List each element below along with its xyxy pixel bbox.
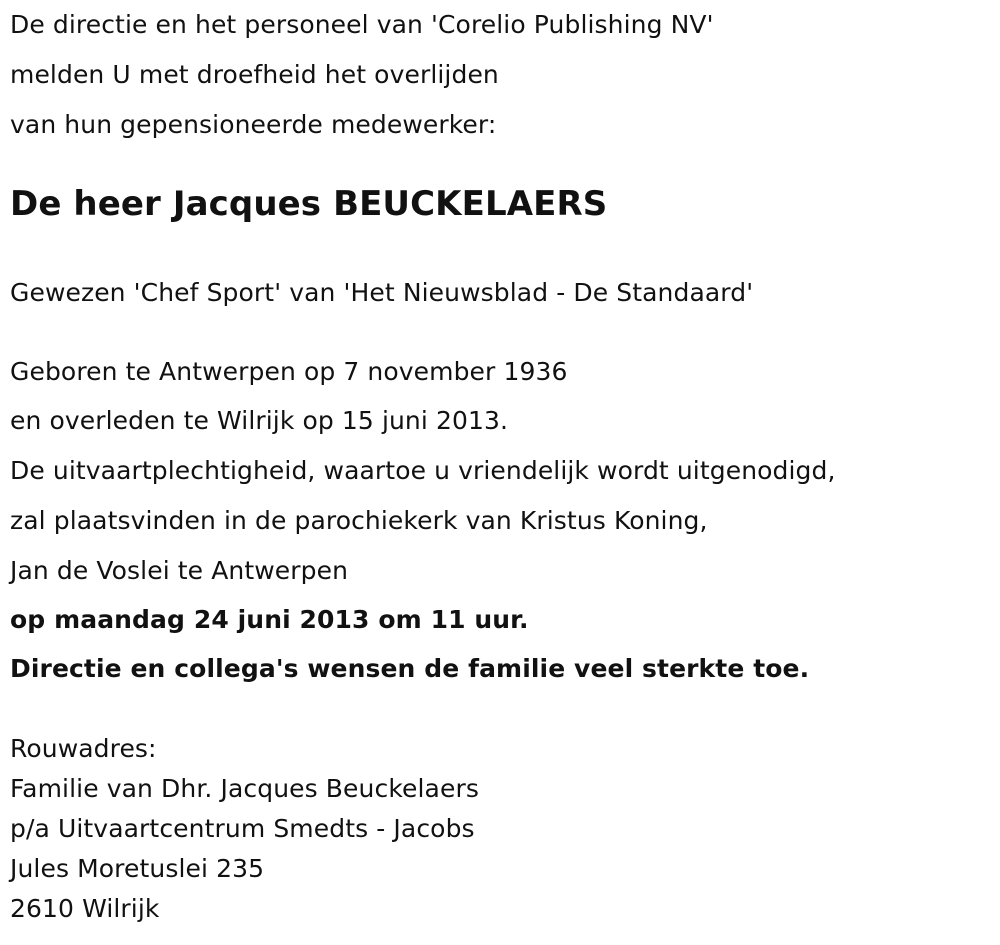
deceased-name: De heer Jacques BEUCKELAERS	[10, 184, 608, 224]
address-line-3: Jules Moretuslei 235	[10, 854, 265, 883]
address-line-1: Familie van Dhr. Jacques Beuckelaers	[10, 774, 479, 803]
intro-line-1: De directie en het personeel van 'Corelio Publishing NV'	[10, 10, 714, 39]
church-line: zal plaatsvinden in de parochiekerk van Kristus Koning,	[10, 506, 708, 535]
death-line: en overleden te Wilrijk op 15 juni 2013.	[10, 406, 509, 435]
church-address-line: Jan de Voslei te Antwerpen	[10, 556, 349, 585]
intro-line-2: melden U met droefheid het overlijden	[10, 60, 499, 89]
funeral-invitation-line: De uitvaartplechtigheid, waartoe u vriendelijk wordt uitgenodigd,	[10, 456, 836, 485]
address-line-2: p/a Uitvaartcentrum Smedts - Jacobs	[10, 814, 475, 843]
ceremony-datetime: op maandag 24 juni 2013 om 11 uur.	[10, 605, 529, 634]
address-heading: Rouwadres:	[10, 734, 157, 763]
condolence-message: Directie en collega's wensen de familie veel sterkte toe.	[10, 654, 810, 683]
birth-line: Geboren te Antwerpen op 7 november 1936	[10, 357, 568, 386]
intro-line-3: van hun gepensioneerde medewerker:	[10, 110, 497, 139]
former-role: Gewezen 'Chef Sport' van 'Het Nieuwsblad - De Standaard'	[10, 278, 754, 307]
address-line-4: 2610 Wilrijk	[10, 894, 160, 923]
